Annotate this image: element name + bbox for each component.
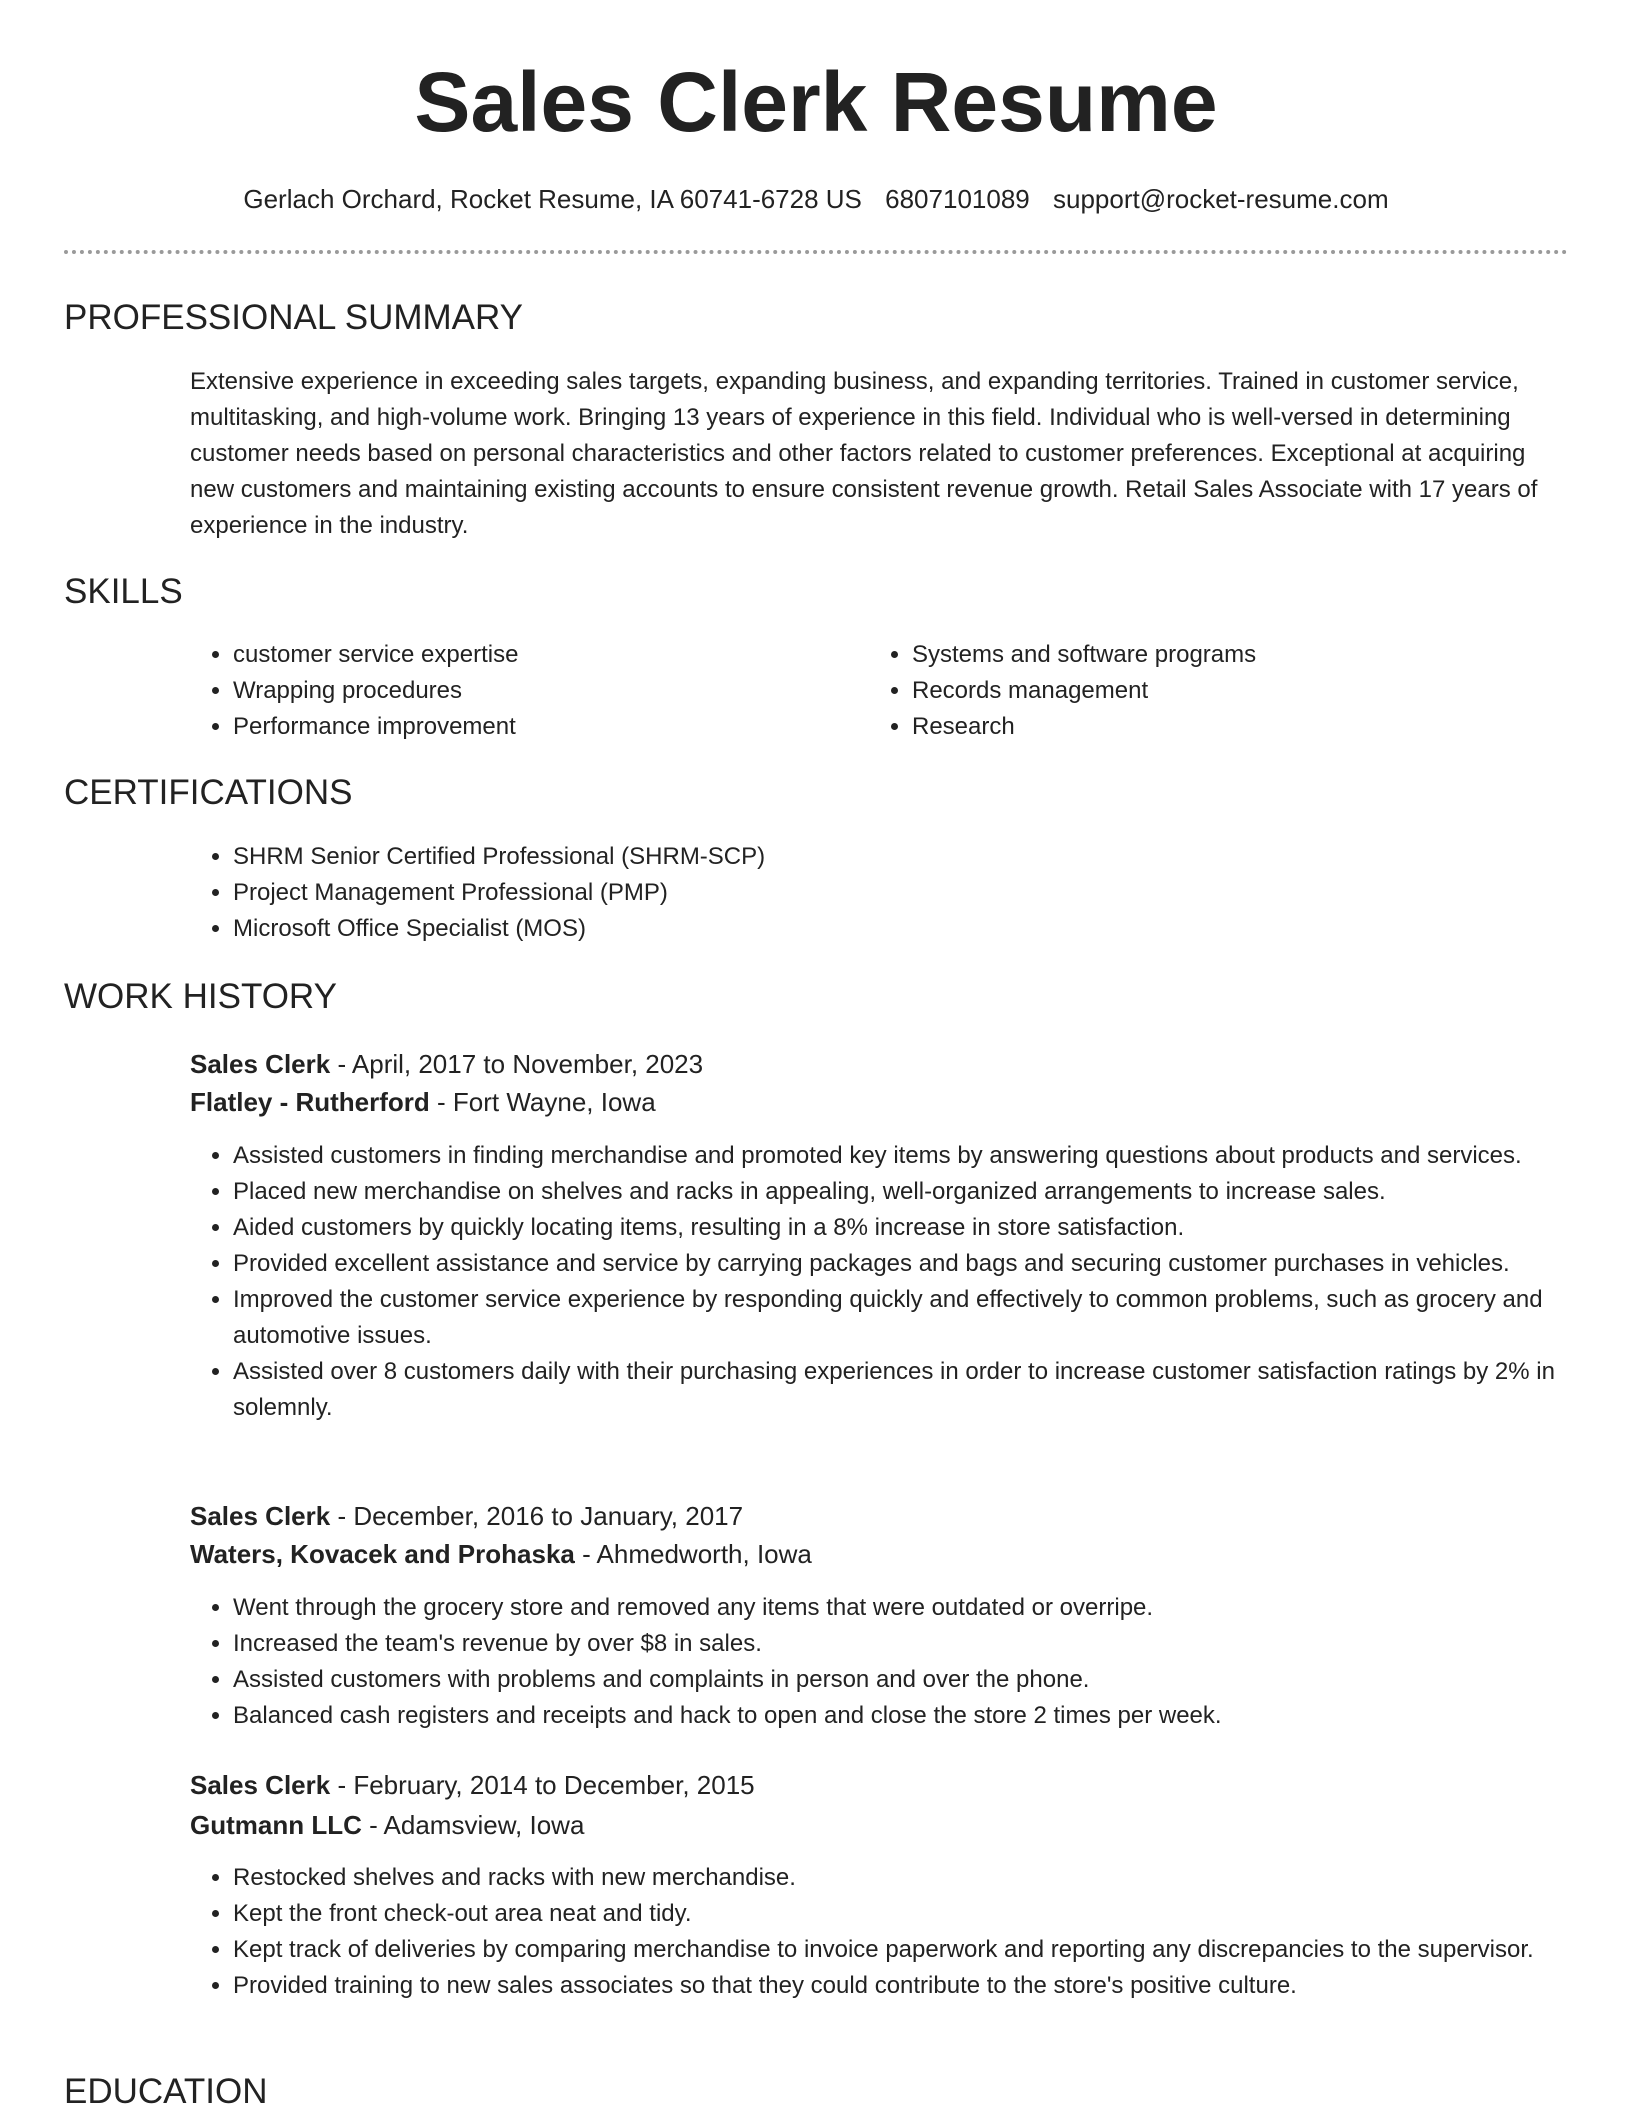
resume-title: Sales Clerk Resume bbox=[414, 55, 1218, 149]
contact-address: Gerlach Orchard, Rocket Resume, IA 60741-6728 US bbox=[243, 184, 862, 214]
skills-heading: SKILLS bbox=[64, 572, 183, 611]
job-location: - Ahmedworth, Iowa bbox=[574, 1539, 812, 1569]
contact-line bbox=[0, 181, 1632, 217]
job-bullets bbox=[190, 1590, 1603, 1734]
job-bullets bbox=[190, 1860, 1603, 2004]
education-heading: EDUCATION bbox=[64, 2072, 268, 2111]
job-bullet: • Restocked shelves and racks with new merchandise. bbox=[233, 1860, 1603, 1896]
job-bullets bbox=[190, 1138, 1603, 1426]
job-bullet: • Provided training to new sales associates so that they could contribute to the store's positive culture. bbox=[233, 1968, 1603, 2004]
job-role: Sales Clerk bbox=[190, 1501, 331, 1531]
job-dates: - April, 2017 to November, 2023 bbox=[330, 1049, 704, 1079]
job-location: - Fort Wayne, Iowa bbox=[429, 1087, 656, 1117]
job-bullet: • Kept track of deliveries by comparing merchandise to invoice paperwork and reporting any discrepancies to the supervisor. bbox=[233, 1932, 1603, 1968]
skill-item: • Wrapping procedures bbox=[233, 673, 793, 709]
skill-item: • customer service expertise bbox=[233, 637, 793, 673]
job-role: Sales Clerk bbox=[190, 1049, 331, 1079]
job-bullet: • Aided customers by quickly locating items, resulting in a 8% increase in store satisfaction. bbox=[233, 1210, 1603, 1246]
certification-item: • Project Management Professional (PMP) bbox=[233, 875, 1433, 911]
job-company: Waters, Kovacek and Prohaska bbox=[190, 1539, 575, 1569]
skill-item: • Research bbox=[912, 709, 1512, 745]
skill-item: • Systems and software programs bbox=[912, 637, 1512, 673]
job-company-line bbox=[190, 1535, 812, 1573]
job-bullet: • Assisted customers in finding merchandise and promoted key items by answering questions about products and services. bbox=[233, 1138, 1603, 1174]
certification-item: • Microsoft Office Specialist (MOS) bbox=[233, 911, 1433, 947]
job-company-line bbox=[190, 1806, 584, 1844]
job-role: Sales Clerk bbox=[190, 1770, 331, 1800]
job-bullet: • Went through the grocery store and removed any items that were outdated or overripe. bbox=[233, 1590, 1603, 1626]
job-bullet: • Assisted over 8 customers daily with their purchasing experiences in order to increase customer satisfaction ratings by 2% in solemnly. bbox=[233, 1354, 1603, 1426]
contact-phone: 6807101089 bbox=[885, 184, 1030, 214]
job-title-line bbox=[190, 1497, 743, 1535]
job-dates: - December, 2016 to January, 2017 bbox=[330, 1501, 744, 1531]
job-bullet: • Provided excellent assistance and service by carrying packages and bags and securing customer purchases in vehicles. bbox=[233, 1246, 1603, 1282]
skill-item: • Records management bbox=[912, 673, 1512, 709]
work-history-heading: WORK HISTORY bbox=[64, 977, 337, 1016]
summary-text: Extensive experience in exceeding sales targets, expanding business, and expanding territories. Trained in customer service, multitasking, and high-volume work. Bringing 13 years of experience in this field. Individual who is well-versed in determining customer needs based on personal characteristics and other factors related to customer preferences. Exceptional at acquiring new customers and maintaining existing accounts to ensure consistent revenue growth. Retail Sales Associate with 17 years of experience in the industry. bbox=[190, 368, 1538, 539]
certifications-heading: CERTIFICATIONS bbox=[64, 773, 353, 812]
header-divider bbox=[64, 250, 1568, 254]
job-title-line bbox=[190, 1045, 703, 1083]
job-bullet: • Kept the front check-out area neat and tidy. bbox=[233, 1896, 1603, 1932]
certifications-list bbox=[190, 839, 1433, 947]
skills-list-left bbox=[190, 637, 793, 745]
job-title-line bbox=[190, 1766, 755, 1804]
job-bullet: • Increased the team's revenue by over $8 in sales. bbox=[233, 1626, 1603, 1662]
job-bullet: • Balanced cash registers and receipts and hack to open and close the store 2 times per week. bbox=[233, 1698, 1603, 1734]
job-bullet: • Placed new merchandise on shelves and racks in appealing, well-organized arrangements to increase sales. bbox=[233, 1174, 1603, 1210]
job-company: Flatley - Rutherford bbox=[190, 1087, 430, 1117]
job-dates: - February, 2014 to December, 2015 bbox=[330, 1770, 755, 1800]
skill-item: • Performance improvement bbox=[233, 709, 793, 745]
job-bullet: • Assisted customers with problems and complaints in person and over the phone. bbox=[233, 1662, 1603, 1698]
job-location: - Adamsview, Iowa bbox=[361, 1810, 585, 1840]
summary-heading: PROFESSIONAL SUMMARY bbox=[64, 298, 523, 337]
skills-list-right bbox=[869, 637, 1512, 745]
job-company-line bbox=[190, 1083, 656, 1121]
job-company: Gutmann LLC bbox=[190, 1810, 362, 1840]
job-bullet: • Improved the customer service experience by responding quickly and effectively to common problems, such as grocery and automotive issues. bbox=[233, 1282, 1603, 1354]
contact-email: support@rocket-resume.com bbox=[1052, 184, 1389, 214]
certification-item: • SHRM Senior Certified Professional (SHRM-SCP) bbox=[233, 839, 1433, 875]
